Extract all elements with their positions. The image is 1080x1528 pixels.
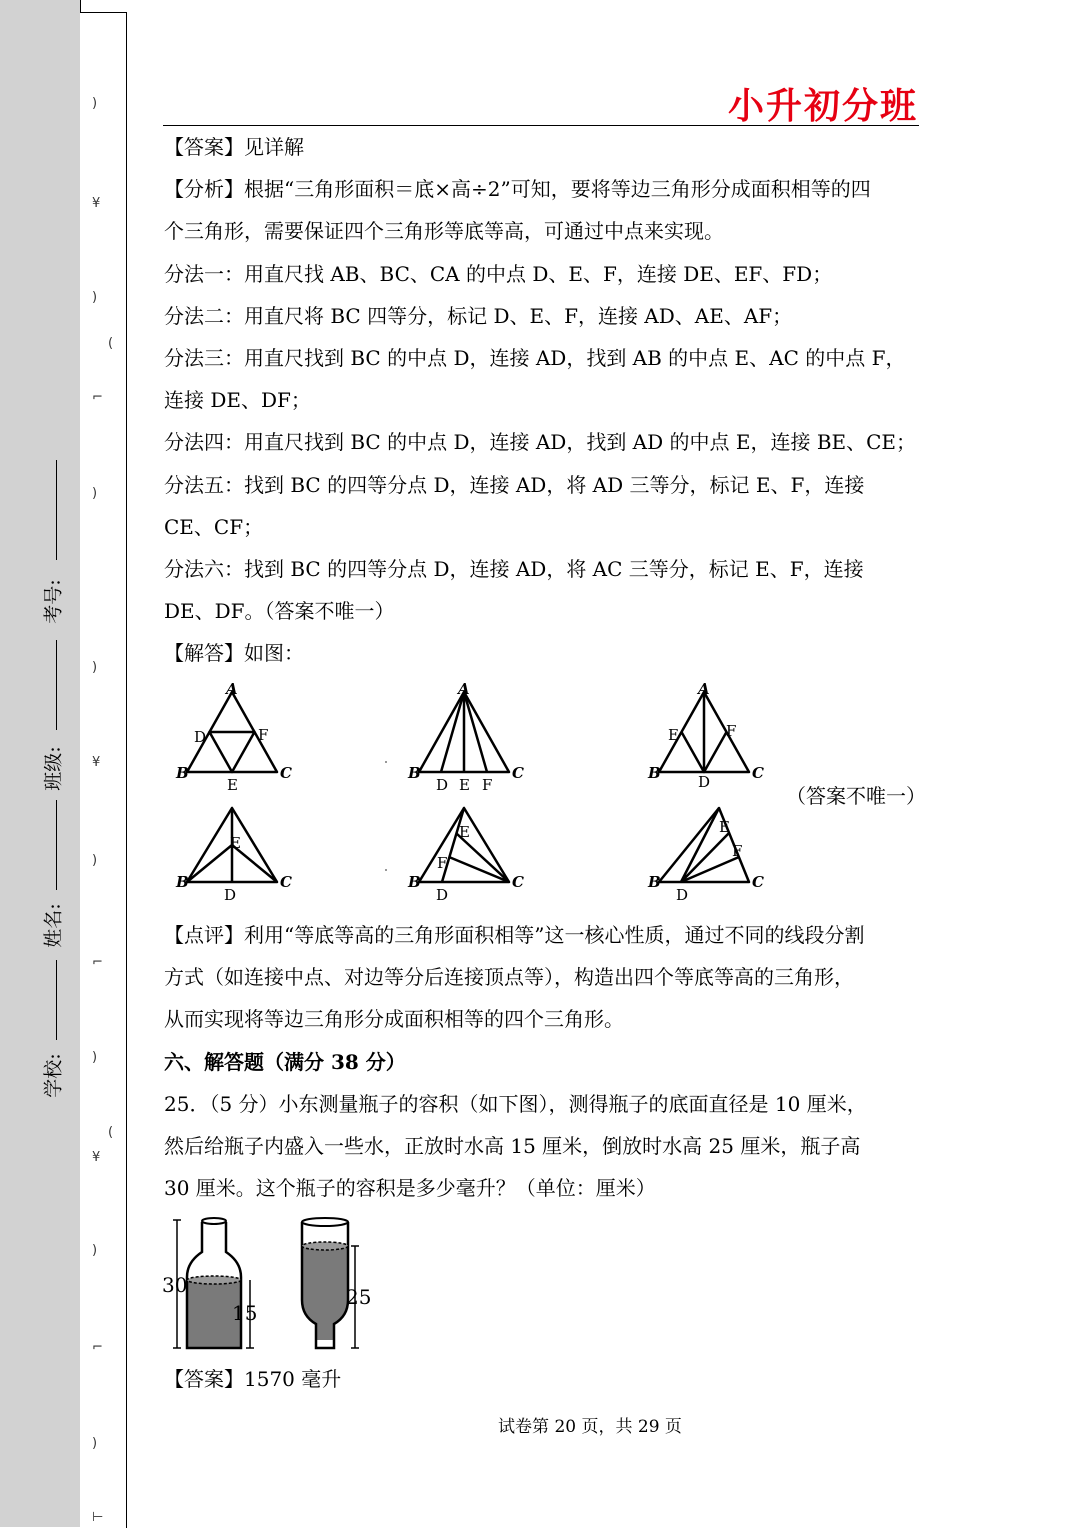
analysis-line: CE、CF； bbox=[164, 514, 264, 539]
analysis-line: 分法六：找到 BC 的四等分点 D，连接 AD，将 AC 三等分，标记 E、F，连接 bbox=[164, 557, 864, 582]
answer-analysis bbox=[164, 126, 924, 675]
binding-mark: ¥ bbox=[92, 755, 101, 770]
class-label: 班级: bbox=[42, 746, 65, 791]
point-label: D bbox=[698, 773, 711, 791]
binding-mark: ) bbox=[92, 486, 98, 501]
vertex-label: B bbox=[176, 873, 189, 891]
analysis-line: 分法四：用直尺找到 BC 的中点 D，连接 AD，找到 AD 的中点 E，连接 BE、CE； bbox=[164, 430, 917, 455]
point-label: E bbox=[230, 834, 241, 852]
vertex-label: B bbox=[408, 873, 421, 891]
review-line: 方式（如连接中点、对边等分后连接顶点等），构造出四个等底等高的三角形， bbox=[164, 965, 854, 990]
binding-mark: ⌐ bbox=[92, 390, 103, 405]
point-label: E bbox=[668, 726, 679, 744]
height-label: 30 bbox=[162, 1273, 188, 1297]
point-label: E bbox=[719, 818, 730, 836]
binding-mark: ) bbox=[92, 1436, 98, 1451]
question-answer: 【答案】1570 毫升 bbox=[164, 1367, 342, 1391]
bottle-figure bbox=[160, 1212, 380, 1352]
page-footer: 试卷第 20 页，共 29 页 bbox=[498, 1417, 682, 1437]
question-line: 25．（5 分）小东测量瓶子的容积（如下图），测得瓶子的底面直径是 10 厘米， bbox=[164, 1091, 867, 1116]
point-label: E bbox=[227, 776, 238, 794]
vertex-label: A bbox=[458, 680, 470, 698]
vertex-label: C bbox=[512, 873, 524, 891]
exam-no-label: 考号: bbox=[42, 579, 65, 624]
binding-mark: ( bbox=[108, 1125, 114, 1140]
school-label: 学校: bbox=[42, 1053, 65, 1098]
review-section bbox=[164, 914, 924, 1209]
binding-mark: ( bbox=[108, 336, 114, 351]
analysis-line: 分法三：用直尺找到 BC 的中点 D，连接 AD，找到 AB 的中点 E、AC 的中点 F， bbox=[164, 346, 906, 371]
review-line: 从而实现将等边三角形分成面积相等的四个三角形。 bbox=[164, 1007, 624, 1032]
water-inverted-label: 25 bbox=[346, 1285, 372, 1309]
binding-mark: ) bbox=[92, 853, 98, 868]
binding-mark: ⌐ bbox=[92, 1340, 103, 1355]
point-label: F bbox=[732, 842, 743, 860]
analysis-line: 个三角形，需要保证四个三角形等底等高，可通过中点来实现。 bbox=[164, 219, 724, 244]
binding-mark: ) bbox=[92, 96, 98, 111]
point-label: D bbox=[224, 886, 237, 904]
vertex-label: B bbox=[648, 873, 661, 891]
figure-note: （答案不唯一） bbox=[786, 784, 926, 808]
binding-mark: ⌐ bbox=[92, 955, 103, 970]
binding-mark: ) bbox=[92, 1243, 98, 1258]
name-label: 姓名: bbox=[42, 903, 65, 948]
binding-mark: ) bbox=[92, 660, 98, 675]
class-line bbox=[56, 640, 57, 730]
vertex-label: C bbox=[752, 764, 764, 782]
vertex-label: B bbox=[408, 764, 421, 782]
binding-mark: ⊢ bbox=[92, 1510, 104, 1525]
binding-mark: ) bbox=[92, 290, 98, 305]
point-label: D bbox=[194, 728, 207, 746]
binding-mark: ¥ bbox=[92, 1150, 101, 1165]
school-line bbox=[56, 960, 57, 1040]
point-label: D bbox=[436, 776, 449, 794]
analysis-line: 分法一：用直尺找 AB、BC、CA 的中点 D、E、F，连接 DE、EF、FD； bbox=[164, 261, 833, 286]
vertex-label: C bbox=[280, 764, 292, 782]
water-upright-label: 15 bbox=[232, 1301, 258, 1325]
vertex-label: C bbox=[512, 764, 524, 782]
vertex-label: B bbox=[176, 764, 189, 782]
solution-label: 【解答】如图： bbox=[164, 641, 304, 666]
vertex-label: A bbox=[698, 680, 710, 698]
point-label: F bbox=[482, 776, 493, 794]
analysis-line: 连接 DE、DF； bbox=[164, 388, 311, 413]
section-heading: 六、解答题（满分 38 分） bbox=[164, 1049, 406, 1074]
point-label: F bbox=[258, 726, 269, 744]
exam-no-line bbox=[56, 460, 57, 560]
brand-title: 小升初分班 bbox=[727, 86, 918, 127]
point-label: D bbox=[676, 886, 689, 904]
binding-mark: ¥ bbox=[92, 196, 101, 211]
review-line: 【点评】利用“等底等高的三角形面积相等”这一核心性质，通过不同的线段分割 bbox=[164, 923, 865, 947]
binding-margin bbox=[80, 12, 127, 1528]
triangle-method-2 bbox=[419, 692, 509, 772]
vertex-label: C bbox=[280, 873, 292, 891]
vertex-label: B bbox=[648, 764, 661, 782]
vertex-label: C bbox=[752, 873, 764, 891]
question-line: 然后给瓶子内盛入一些水，正放时水高 15 厘米，倒放时水高 25 厘米，瓶子高 bbox=[164, 1134, 861, 1159]
point-label: E bbox=[459, 776, 470, 794]
analysis-line: 【分析】根据“三角形面积＝底×高÷2”可知，要将等边三角形分成面积相等的四 bbox=[164, 177, 871, 202]
bottle-inverted bbox=[302, 1218, 371, 1348]
analysis-line: DE、DF。（答案不唯一） bbox=[164, 599, 395, 624]
analysis-line: 分法五：找到 BC 的四等分点 D，连接 AD，将 AD 三等分，标记 E、F，连接 bbox=[164, 472, 865, 497]
answer-line: 【答案】见详解 bbox=[164, 135, 304, 159]
binding-mark: ) bbox=[92, 1050, 98, 1065]
triangle-method-5 bbox=[419, 808, 509, 882]
question-line: 30 厘米。这个瓶子的容积是多少毫升？（单位：厘米） bbox=[164, 1176, 656, 1201]
point-label: D bbox=[436, 886, 449, 904]
vertex-label: A bbox=[226, 680, 238, 698]
point-label: E bbox=[459, 823, 470, 841]
name-line bbox=[56, 800, 57, 890]
analysis-line: 分法二：用直尺将 BC 四等分，标记 D、E、F，连接 AD、AE、AF； bbox=[164, 303, 793, 328]
point-label: F bbox=[726, 722, 737, 740]
bottle-upright bbox=[162, 1218, 257, 1348]
point-label: F bbox=[437, 854, 448, 872]
